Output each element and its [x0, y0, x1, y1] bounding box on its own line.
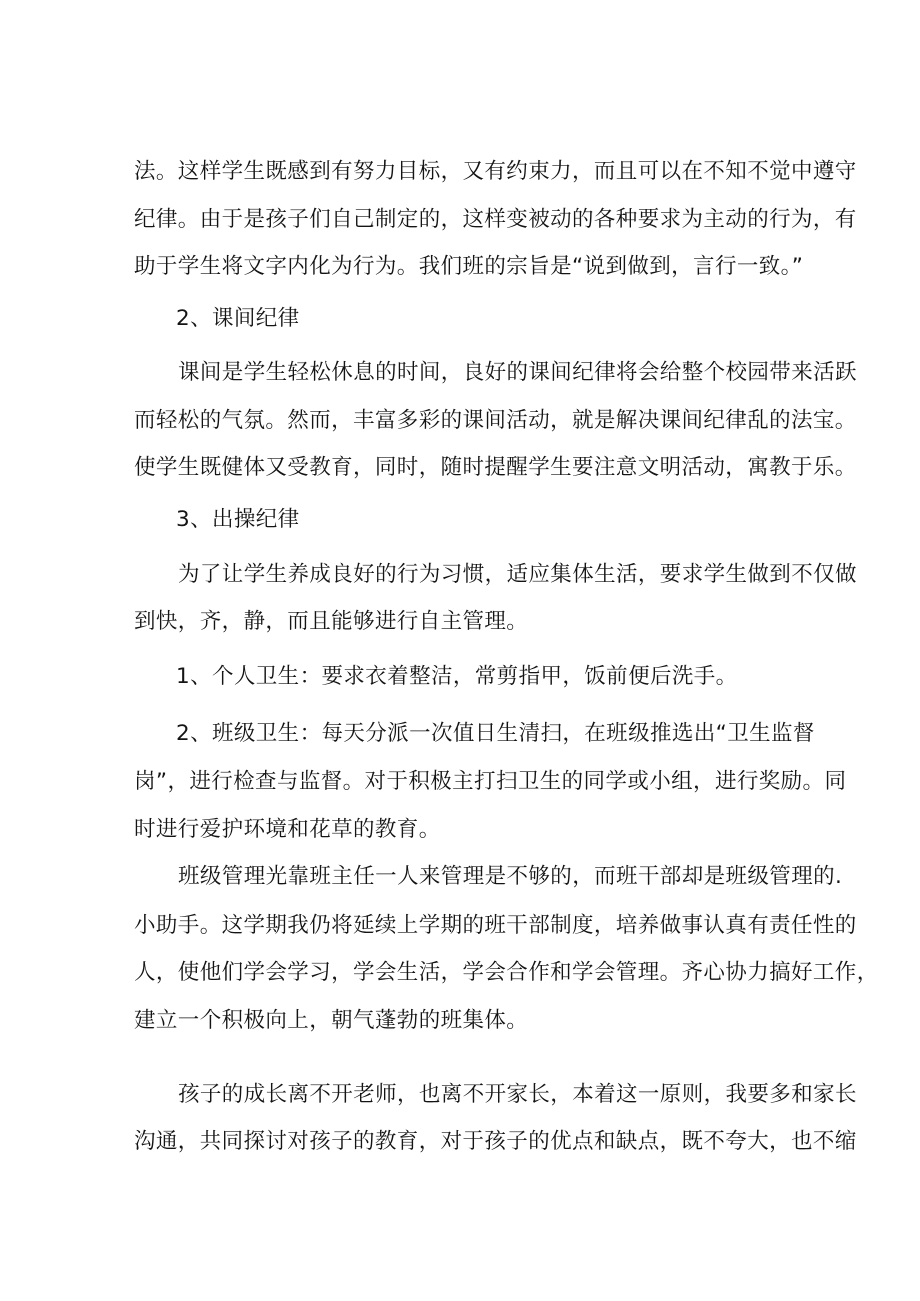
paragraph-line: 法。这样学生既感到有努力目标，又有约束力，而且可以在不知不觉中遵守	[134, 159, 857, 184]
paragraph-line: 岗”，进行检查与监督。对于积极主打扫卫生的同学或小组，进行奖励。同	[134, 769, 847, 794]
list-item-personal-hygiene: 1、个人卫生：要求衣着整洁，常剪指甲，饭前便后洗手。	[176, 664, 738, 689]
paragraph-line: 小助手。这学期我仍将延续上学期的班干部制度，培养做事认真有责任性的	[134, 913, 857, 938]
paragraph-line: 课间是学生轻松休息的时间，良好的课间纪律将会给整个校园带来活跃	[178, 360, 857, 385]
paragraph-line: 而轻松的气氛。然而，丰富多彩的课间活动，就是解决课间纪律乱的法宝。	[134, 408, 857, 433]
section-heading-break-discipline: 2、课间纪律	[176, 306, 300, 331]
paragraph-line: 为了让学生养成良好的行为习惯，适应集体生活，要求学生做到不仅做	[178, 562, 857, 587]
paragraph-line: 人，使他们学会学习，学会生活，学会合作和学会管理。齐心协力搞好工作，	[134, 960, 879, 985]
paragraph-line: 助于学生将文字内化为行为。我们班的宗旨是“说到做到，言行一致。”	[134, 254, 804, 279]
section-heading-exercise-discipline: 3、出操纪律	[176, 507, 300, 532]
paragraph-line: 到快，齐，静，而且能够进行自主管理。	[134, 609, 529, 634]
paragraph-line: 建立一个积极向上，朝气蓬勃的班集体。	[134, 1008, 529, 1033]
paragraph-line: 时进行爱护环境和花草的教育。	[134, 817, 441, 842]
paragraph-line: 沟通，共同探讨对孩子的教育，对于孩子的优点和缺点，既不夸大，也不缩	[134, 1129, 857, 1154]
paragraph-line: 孩子的成长离不开老师，也离不开家长，本着这一原则，我要多和家长	[178, 1082, 857, 1107]
paragraph-line: 纪律。由于是孩子们自己制定的，这样变被动的各种要求为主动的行为，有	[134, 207, 857, 232]
list-item-class-hygiene: 2、班级卫生：每天分派一次值日生清扫，在班级推选出“卫生监督	[176, 721, 815, 746]
paragraph-line: 使学生既健体又受教育，同时，随时提醒学生要注意文明活动，寓教于乐。	[134, 455, 857, 480]
paragraph-line: 班级管理光靠班主任一人来管理是不够的，而班干部却是班级管理的.	[178, 864, 843, 889]
